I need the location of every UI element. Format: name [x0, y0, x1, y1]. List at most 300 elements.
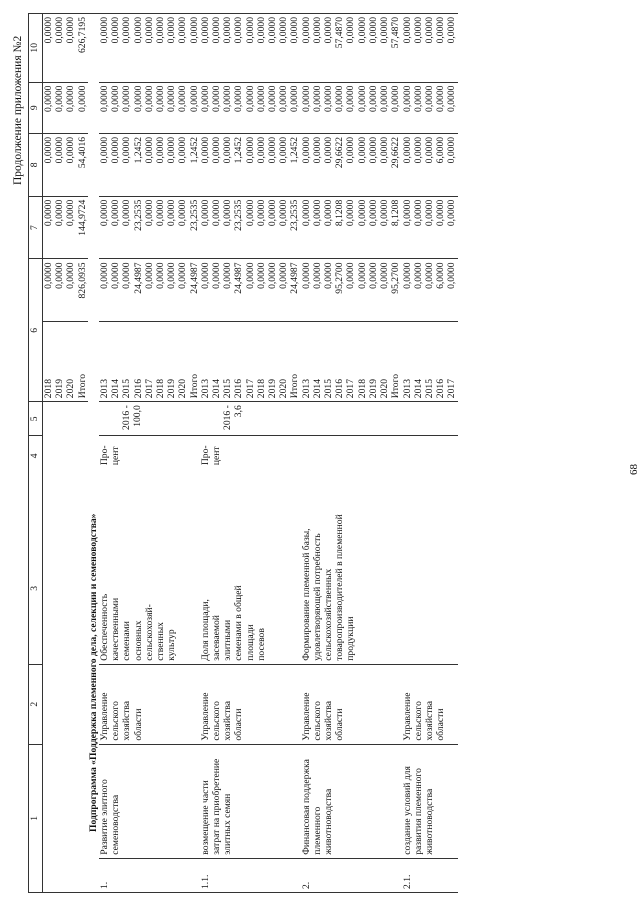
- value-cell-c10: 0,0000: [110, 14, 121, 83]
- value-cell-c8: 1,2452: [189, 133, 200, 196]
- value-cell-c8: 0,0000: [379, 133, 390, 196]
- value-cell-c7: 8,1208: [334, 196, 345, 259]
- value-cell-c9: 0,0000: [446, 82, 457, 133]
- continuation-row: [43, 14, 55, 893]
- value-cell-c10: 0,0000: [435, 14, 446, 83]
- block-row: [402, 14, 413, 893]
- value-cell-c8: 0,0000: [345, 133, 356, 196]
- total-cell: 0,0000: [301, 259, 312, 322]
- value-cell-c8: 0,0000: [301, 133, 312, 196]
- indicator-line: Формирование племенной базы,: [300, 528, 312, 661]
- value-cell-c7: 0,0000: [121, 196, 132, 259]
- item-name-line: животноводства: [423, 788, 435, 855]
- value-cell-c8: 0,0000: [222, 133, 233, 196]
- value-cell-c10: 0,0000: [345, 14, 356, 83]
- target-value: [301, 402, 402, 436]
- item-name: [200, 744, 301, 858]
- total-cell: 0,0000: [278, 259, 289, 322]
- value-cell-c7: 0,0000: [301, 196, 312, 259]
- item-name-line: элитных семян: [222, 793, 234, 855]
- block-row: [99, 14, 110, 893]
- value-cell-c9: 0,0000: [155, 82, 166, 133]
- value-cell-c9: 0,0000: [54, 82, 65, 133]
- year-cell: Итого: [289, 322, 300, 402]
- total-cell: 0,0000: [222, 259, 233, 322]
- year-cell: 2018: [357, 322, 368, 402]
- year-cell: 2014: [211, 322, 222, 402]
- value-cell-c8: 0,0000: [155, 133, 166, 196]
- value-cell-c8: 6,0000: [435, 133, 446, 196]
- value-cell-c9: 0,0000: [233, 82, 244, 133]
- col-num-10: 10: [29, 14, 43, 83]
- value-cell-c9: 0,0000: [413, 82, 424, 133]
- value-cell-c7: 0,0000: [379, 196, 390, 259]
- value-cell-c10: 0,0000: [189, 14, 200, 83]
- year-cell: 2014: [413, 322, 424, 402]
- block-row: [200, 14, 211, 893]
- total-cell: 0,0000: [256, 259, 267, 322]
- indicator-line: элитными: [222, 619, 234, 661]
- year-cell: 2020: [65, 322, 76, 402]
- unit: [301, 439, 357, 445]
- value-cell-c7: 0,0000: [278, 196, 289, 259]
- org-line: хозяйства: [323, 700, 335, 741]
- total-cell: 24,4987: [289, 259, 300, 322]
- total-cell: 24,4987: [233, 259, 244, 322]
- value-cell-c7: 0,0000: [446, 196, 457, 259]
- year-cell: 2015: [424, 322, 435, 402]
- value-cell-c10: 0,0000: [144, 14, 155, 83]
- value-cell-c7: 0,0000: [43, 196, 55, 259]
- item-name: [99, 744, 200, 858]
- indicator-text: [301, 514, 357, 660]
- value-cell-c9: 0,0000: [245, 82, 256, 133]
- value-cell-c8: 0,0000: [177, 133, 188, 196]
- year-cell: Итого: [189, 322, 200, 402]
- item-name: [301, 744, 402, 858]
- total-cell: 0,0000: [402, 259, 413, 322]
- col-num-7: 7: [29, 196, 43, 259]
- value-cell-c10: 0,0000: [368, 14, 379, 83]
- indicator-line: Доля площади,: [199, 599, 211, 661]
- year-cell: 2015: [121, 322, 132, 402]
- year-cell: 2018: [43, 322, 55, 402]
- value-cell-c9: 0,0000: [267, 82, 278, 133]
- value-cell-c10: 626,7195: [77, 14, 88, 83]
- org-line: сельского: [412, 701, 424, 741]
- value-cell-c10: 0,0000: [323, 14, 334, 83]
- col-num-8: 8: [29, 133, 43, 196]
- responsible-org: [99, 664, 200, 744]
- value-cell-c10: 57,4870: [334, 14, 345, 83]
- total-cell: 24,4987: [133, 259, 144, 322]
- value-cell-c8: 0,0000: [402, 133, 413, 196]
- value-cell-c8: 29,6622: [390, 133, 401, 196]
- year-cell: 2020: [278, 322, 289, 402]
- indicator-line: площади: [244, 624, 256, 661]
- total-cell: 95,2700: [334, 259, 345, 322]
- value-cell-c7: 0,0000: [245, 196, 256, 259]
- value-cell-c10: 0,0000: [424, 14, 435, 83]
- continuation-empty: [43, 402, 88, 893]
- value-cell-c8: 0,0000: [99, 133, 110, 196]
- indicator-line: сельскохозяй-: [143, 604, 155, 661]
- value-cell-c8: 0,0000: [211, 133, 222, 196]
- org-line: области: [435, 708, 447, 741]
- target-value: [402, 402, 458, 436]
- value-cell-c9: 0,0000: [379, 82, 390, 133]
- value-cell-c10: 0,0000: [54, 14, 65, 83]
- total-cell: 0,0000: [99, 259, 110, 322]
- year-cell: 2019: [267, 322, 278, 402]
- indicator-cell: [402, 436, 458, 664]
- total-cell: 0,0000: [65, 259, 76, 322]
- total-cell: 0,0000: [267, 259, 278, 322]
- total-cell: 6,0000: [435, 259, 446, 322]
- value-cell-c8: 0,0000: [424, 133, 435, 196]
- total-cell: 0,0000: [177, 259, 188, 322]
- total-cell: 0,0000: [144, 259, 155, 322]
- value-cell-c8: 0,0000: [121, 133, 132, 196]
- value-cell-c9: 0,0000: [77, 82, 88, 133]
- item-name-line: затрат на приобретение: [211, 758, 223, 855]
- value-cell-c9: 0,0000: [110, 82, 121, 133]
- value-cell-c10: 0,0000: [155, 14, 166, 83]
- value-cell-c9: 0,0000: [390, 82, 401, 133]
- value-cell-c8: 0,0000: [413, 133, 424, 196]
- value-cell-c7: 0,0000: [211, 196, 222, 259]
- value-cell-c8: 1,2452: [233, 133, 244, 196]
- value-cell-c8: 0,0000: [65, 133, 76, 196]
- total-cell: 0,0000: [43, 259, 55, 322]
- value-cell-c9: 0,0000: [177, 82, 188, 133]
- item-name-line: возмещение части: [199, 780, 211, 855]
- org-line: области: [334, 708, 346, 741]
- value-cell-c9: 0,0000: [99, 82, 110, 133]
- value-cell-c9: 0,0000: [200, 82, 211, 133]
- value-cell-c10: 0,0000: [312, 14, 323, 83]
- indicator-line: основных: [132, 620, 144, 661]
- org-line: хозяйства: [423, 700, 435, 741]
- value-cell-c10: 0,0000: [166, 14, 177, 83]
- value-cell-c9: 0,0000: [133, 82, 144, 133]
- value-cell-c10: 0,0000: [446, 14, 457, 83]
- total-cell: 826,0935: [77, 259, 88, 322]
- value-cell-c9: 0,0000: [166, 82, 177, 133]
- org-line: Управление: [300, 692, 312, 741]
- value-cell-c9: 0,0000: [323, 82, 334, 133]
- appendix-caption: Продолжение приложения №2: [12, 35, 24, 185]
- total-cell: 0,0000: [345, 259, 356, 322]
- indicator-line: ственных: [155, 622, 167, 661]
- value-cell-c10: 0,0000: [233, 14, 244, 83]
- subprogram-row: [88, 14, 99, 893]
- year-cell: 2019: [166, 322, 177, 402]
- year-cell: 2013: [200, 322, 211, 402]
- indicator-cell: [301, 436, 402, 664]
- total-cell: 0,0000: [245, 259, 256, 322]
- value-cell-c9: 0,0000: [435, 82, 446, 133]
- value-cell-c7: 0,0000: [402, 196, 413, 259]
- org-line: сельского: [311, 701, 323, 741]
- value-cell-c7: 0,0000: [99, 196, 110, 259]
- value-cell-c7: 0,0000: [413, 196, 424, 259]
- target-text: [301, 405, 323, 432]
- value-cell-c7: 0,0000: [424, 196, 435, 259]
- value-cell-c9: 0,0000: [301, 82, 312, 133]
- value-cell-c10: 0,0000: [267, 14, 278, 83]
- indicator-line: культур: [166, 629, 178, 661]
- org-line: Управление: [99, 692, 111, 741]
- total-cell: 95,2700: [390, 259, 401, 322]
- value-cell-c7: 0,0000: [110, 196, 121, 259]
- total-cell: 0,0000: [200, 259, 211, 322]
- value-cell-c8: 0,0000: [43, 133, 55, 196]
- value-cell-c9: 0,0000: [357, 82, 368, 133]
- value-cell-c9: 0,0000: [334, 82, 345, 133]
- value-cell-c7: 0,0000: [65, 196, 76, 259]
- indicator-line: товаропроизводителей в племенной: [334, 514, 346, 661]
- item-number: 2.: [301, 858, 402, 892]
- unit: [99, 439, 177, 465]
- indicator-line: продукции: [345, 616, 357, 661]
- target-text: 2016 - 3,6: [221, 405, 245, 430]
- year-cell: 2017: [144, 322, 155, 402]
- value-cell-c7: 0,0000: [155, 196, 166, 259]
- value-cell-c7: 0,0000: [267, 196, 278, 259]
- org-line: хозяйства: [222, 700, 234, 741]
- total-cell: 0,0000: [413, 259, 424, 322]
- value-cell-c9: 0,0000: [278, 82, 289, 133]
- value-cell-c7: 0,0000: [312, 196, 323, 259]
- value-cell-c8: 0,0000: [200, 133, 211, 196]
- value-cell-c8: 0,0000: [446, 133, 457, 196]
- total-cell: 0,0000: [368, 259, 379, 322]
- value-cell-c10: 0,0000: [402, 14, 413, 83]
- year-cell: Итого: [77, 322, 88, 402]
- value-cell-c10: 0,0000: [289, 14, 300, 83]
- value-cell-c10: 0,0000: [133, 14, 144, 83]
- year-cell: 2013: [301, 322, 312, 402]
- value-cell-c7: 0,0000: [166, 196, 177, 259]
- indicator-line: Обеспеченность: [99, 593, 111, 661]
- unit-line: цент: [110, 446, 122, 466]
- indicator-cell: [200, 436, 301, 664]
- responsible-org: [200, 664, 301, 744]
- indicator-wrap: [99, 439, 177, 660]
- value-cell-c8: 0,0000: [54, 133, 65, 196]
- indicator-line: качественными: [110, 597, 122, 661]
- target-value: [200, 402, 301, 436]
- value-cell-c10: 0,0000: [256, 14, 267, 83]
- item-number: 2.1.: [402, 858, 458, 892]
- item-number: 1.1.: [200, 858, 301, 892]
- item-name-line: Развитие элитного: [99, 779, 111, 855]
- target-value: [99, 402, 200, 436]
- unit: [200, 439, 267, 465]
- value-cell-c8: 0,0000: [256, 133, 267, 196]
- org-line: Управление: [401, 692, 413, 741]
- value-cell-c8: 0,0000: [312, 133, 323, 196]
- year-cell: 2013: [402, 322, 413, 402]
- value-cell-c10: 0,0000: [177, 14, 188, 83]
- value-cell-c9: 0,0000: [189, 82, 200, 133]
- value-cell-c7: 0,0000: [357, 196, 368, 259]
- value-cell-c8: 1,2452: [289, 133, 300, 196]
- value-cell-c9: 0,0000: [256, 82, 267, 133]
- col-num-1: 1: [29, 744, 43, 892]
- col-num-3: 3: [29, 585, 40, 591]
- value-cell-c7: 23,2535: [289, 196, 300, 259]
- year-cell: 2018: [155, 322, 166, 402]
- value-cell-c8: 29,6622: [334, 133, 345, 196]
- value-cell-c8: 0,0000: [357, 133, 368, 196]
- value-cell-c8: 0,0000: [267, 133, 278, 196]
- value-cell-c8: 0,0000: [110, 133, 121, 196]
- unit-line: Про-: [99, 445, 111, 466]
- value-cell-c9: 0,0000: [424, 82, 435, 133]
- year-cell: 2015: [323, 322, 334, 402]
- value-cell-c10: 0,0000: [65, 14, 76, 83]
- year-cell: 2013: [99, 322, 110, 402]
- year-cell: 2020: [379, 322, 390, 402]
- value-cell-c8: 1,2452: [133, 133, 144, 196]
- year-cell: 2016: [133, 322, 144, 402]
- year-cell: 2020: [177, 322, 188, 402]
- unit-line: Про-: [199, 445, 211, 466]
- value-cell-c9: 0,0000: [121, 82, 132, 133]
- indicator-line: удовлетворяющей потребность: [311, 533, 323, 661]
- program-table: [28, 13, 458, 893]
- col-num-6: 6: [29, 259, 43, 402]
- org-line: области: [233, 708, 245, 741]
- value-cell-c10: 0,0000: [121, 14, 132, 83]
- total-cell: 0,0000: [424, 259, 435, 322]
- value-cell-c10: 0,0000: [200, 14, 211, 83]
- indicator-text: [99, 594, 177, 661]
- column-numbers-row: [29, 14, 43, 893]
- indicator-line: семенами в общей: [233, 585, 245, 661]
- value-cell-c8: 0,0000: [323, 133, 334, 196]
- value-cell-c10: 0,0000: [99, 14, 110, 83]
- value-cell-c9: 0,0000: [65, 82, 76, 133]
- col-num-9: 9: [29, 82, 43, 133]
- indicator-line: семенами: [121, 621, 133, 661]
- org-line: сельского: [211, 701, 223, 741]
- value-cell-c10: 0,0000: [222, 14, 233, 83]
- total-cell: 0,0000: [379, 259, 390, 322]
- value-cell-c9: 0,0000: [289, 82, 300, 133]
- org-line: хозяйства: [121, 700, 133, 741]
- value-cell-c9: 0,0000: [402, 82, 413, 133]
- indicator-wrap: [301, 439, 357, 660]
- value-cell-c7: 23,2535: [133, 196, 144, 259]
- year-cell: 2018: [256, 322, 267, 402]
- value-cell-c8: 54,4016: [77, 133, 88, 196]
- indicator-text: [200, 585, 267, 660]
- value-cell-c8: 0,0000: [144, 133, 155, 196]
- total-cell: 0,0000: [323, 259, 334, 322]
- year-cell: 2017: [345, 322, 356, 402]
- col-num-5: 5: [29, 402, 43, 436]
- value-cell-c7: 8,1208: [390, 196, 401, 259]
- col-num-4: 4: [29, 453, 40, 459]
- year-cell: 2016: [334, 322, 345, 402]
- value-cell-c9: 0,0000: [312, 82, 323, 133]
- total-cell: 0,0000: [312, 259, 323, 322]
- value-cell-c7: 144,9724: [77, 196, 88, 259]
- item-number: 1.: [99, 858, 200, 892]
- total-cell: 0,0000: [166, 259, 177, 322]
- item-name: [402, 744, 458, 858]
- value-cell-c8: 0,0000: [368, 133, 379, 196]
- value-cell-c8: 0,0000: [245, 133, 256, 196]
- value-cell-c9: 0,0000: [368, 82, 379, 133]
- item-name-line: Финансовая поддержка: [300, 759, 312, 855]
- total-cell: 0,0000: [110, 259, 121, 322]
- responsible-org: [301, 664, 402, 744]
- value-cell-c10: 0,0000: [278, 14, 289, 83]
- total-cell: 0,0000: [155, 259, 166, 322]
- value-cell-c9: 0,0000: [345, 82, 356, 133]
- value-cell-c7: 0,0000: [144, 196, 155, 259]
- col-num-3-4: [29, 436, 43, 664]
- year-cell: 2014: [312, 322, 323, 402]
- value-cell-c10: 0,0000: [211, 14, 222, 83]
- value-cell-c9: 0,0000: [211, 82, 222, 133]
- indicator-line: сельскохозяйственных: [323, 568, 335, 661]
- year-cell: 2016: [435, 322, 446, 402]
- value-cell-c7: 0,0000: [177, 196, 188, 259]
- indicator-line: засеваемой: [211, 615, 223, 661]
- value-cell-c7: 0,0000: [256, 196, 267, 259]
- org-line: Управление: [199, 692, 211, 741]
- block-row: [301, 14, 312, 893]
- item-name-line: животноводства: [323, 788, 335, 855]
- total-cell: 0,0000: [121, 259, 132, 322]
- col-num-2: 2: [29, 664, 43, 744]
- year-cell: 2019: [54, 322, 65, 402]
- year-cell: 2019: [368, 322, 379, 402]
- item-name-line: развития племенного: [412, 768, 424, 855]
- value-cell-c7: 23,2535: [233, 196, 244, 259]
- indicator-wrap: [200, 439, 267, 660]
- value-cell-c10: 0,0000: [245, 14, 256, 83]
- org-line: сельского: [110, 701, 122, 741]
- value-cell-c9: 0,0000: [222, 82, 233, 133]
- target-text: [402, 405, 424, 432]
- responsible-org: [402, 664, 458, 744]
- value-cell-c8: 0,0000: [278, 133, 289, 196]
- year-cell: 2016: [233, 322, 244, 402]
- year-cell: 2015: [222, 322, 233, 402]
- value-cell-c8: 0,0000: [166, 133, 177, 196]
- value-cell-c7: 0,0000: [54, 196, 65, 259]
- year-cell: 2017: [446, 322, 457, 402]
- total-cell: 24,4987: [189, 259, 200, 322]
- org-line: области: [132, 708, 144, 741]
- target-text: 2016 - 100,0: [121, 405, 144, 430]
- unit-line: цент: [211, 446, 223, 466]
- value-cell-c7: 0,0000: [368, 196, 379, 259]
- total-cell: 0,0000: [54, 259, 65, 322]
- value-cell-c10: 57,4870: [390, 14, 401, 83]
- value-cell-c10: 0,0000: [357, 14, 368, 83]
- value-cell-c10: 0,0000: [43, 14, 55, 83]
- value-cell-c7: 0,0000: [323, 196, 334, 259]
- indicator-cell: [99, 436, 200, 664]
- year-cell: 2014: [110, 322, 121, 402]
